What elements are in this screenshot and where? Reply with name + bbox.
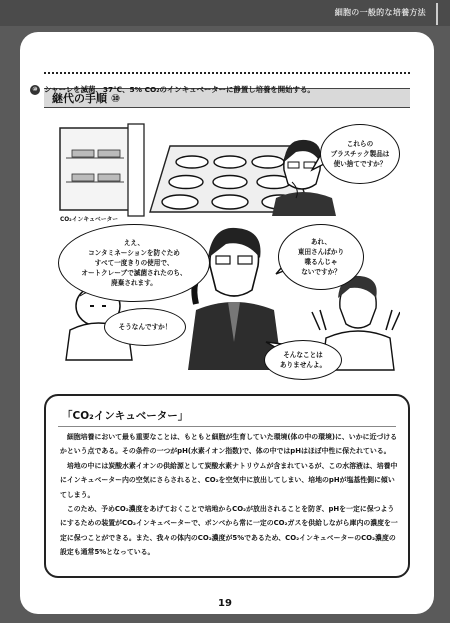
info-paragraph: このため、予めCO₂濃度をあげておくことで培地からCO₂が放出されることを防ぎ、pHを一定に保つようにするための装置がCO₂インキュベーターで、ボンベから常に一定のCO₂ガスを供給しながら庫内の濃度を一定に保つことができる。また、我々の体内のCO₂濃度が5%であるため、CO₂インキュベーターのCO₂濃度の設定も通常5%となっている。 (60, 505, 398, 557)
step-heading: 継代の手順 ⑩ (52, 92, 121, 105)
step-number-badge: ⑩ (30, 85, 40, 95)
page-number: 19 (218, 598, 232, 609)
chapter-title: 細胞の一般的な培養方法 (334, 8, 426, 17)
info-box-title: 「CO₂インキュベーター」 (62, 410, 189, 422)
info-paragraph: 細胞培養において最も重要なことは、もともと細胞が生育していた環境(体の中の環境)に、いかに近づけるかという点である。その条件の一つがpH(水素イオン指数)で、体の中ではpHはほぼ中性に保たれている。 (60, 433, 398, 456)
info-box-header (58, 408, 396, 427)
info-paragraph: 培地の中には炭酸水素イオンの供給源として炭酸水素ナトリウムが含まれているが、この水溶液は、培養中にインキュベーター内の空気にさらされると、CO₂を空気中に放出してしまい、培地のpHが塩基性側に傾いてしまう。 (60, 461, 398, 499)
speech-bubble-answer: ええ、 コンタミネーションを防ぐため すべて一度きりの使用で、 オートクレーブで滅菌されたのち、 廃棄されます。 (58, 224, 210, 302)
incubator-drawing (60, 124, 144, 216)
step-instruction-text: シャーレを滅菌、37℃、5% CO₂のインキュベーターに静置し培養を開始する。 (44, 85, 315, 94)
page-header-strip (0, 0, 450, 26)
incubator-caption: CO₂インキュベーター (60, 217, 119, 223)
dotted-divider (44, 72, 410, 74)
speech-bubble-bottom: そんなことは ありませんよ。 (264, 340, 342, 380)
manga-illustration (20, 98, 400, 376)
info-box-body (60, 430, 398, 560)
step-instruction (30, 84, 390, 95)
speech-bubble-left: そうなんですか！ (104, 308, 186, 346)
speech-bubble-question: これらの プラスチック製品は 使い捨てですか？ (320, 124, 400, 184)
speech-bubble-right: あれ、 東田さんばかり 喋るんじゃ ないですか？ (278, 224, 364, 290)
header-divider (436, 3, 438, 25)
info-box (44, 394, 410, 578)
